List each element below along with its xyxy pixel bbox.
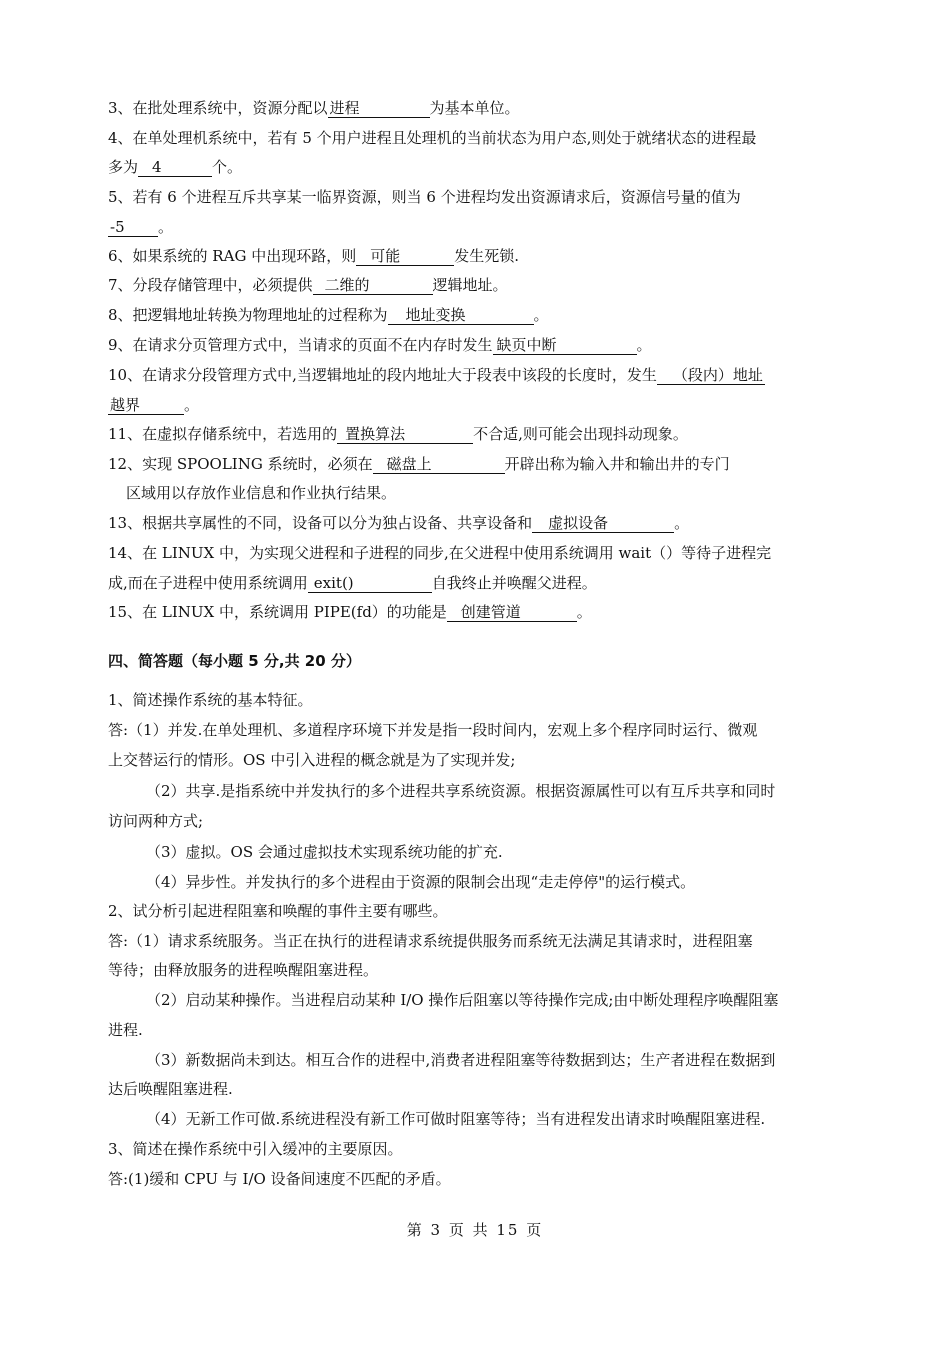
answer-blank: 虚拟设备 bbox=[532, 515, 674, 533]
short-answer-line: （2）启动某种操作。当进程启动某种 I/O 操作后阻塞以等待操作完成;由中断处理程序唤醒阻塞 bbox=[146, 991, 779, 1009]
section-heading: 四、简答题（每小题 5 分,共 20 分） bbox=[108, 652, 361, 670]
answer-blank: 磁盘上 bbox=[373, 456, 505, 474]
question-12-line-1: 12、实现 SPOOLING 系统时，必须在 磁盘上 开辟出称为输入井和输出井的专门 bbox=[108, 455, 730, 473]
question-10-line-2: 越界 。 bbox=[110, 396, 200, 414]
question-5-line-1: 5、若有 6 个进程互斥共享某一临界资源，则当 6 个进程均发出资源请求后，资源信号量的值为 bbox=[108, 188, 741, 206]
short-answer-line: （3）虚拟。OS 会通过虚拟技术实现系统功能的扩充. bbox=[146, 843, 503, 861]
short-answer-line: 访问两种方式; bbox=[108, 812, 204, 830]
short-answer-line: 答:(1)缓和 CPU 与 I/O 设备间速度不匹配的矛盾。 bbox=[108, 1170, 451, 1188]
question-11: 11、在虚拟存储系统中，若选用的 置换算法 不合适,则可能会出现抖动现象。 bbox=[108, 425, 688, 443]
answer-blank: exit() bbox=[308, 575, 432, 593]
short-answer-line: 2、试分析引起进程阻塞和唤醒的事件主要有哪些。 bbox=[108, 902, 448, 920]
question-9: 9、在请求分页管理方式中，当请求的页面不在内存时发生 缺页中断 。 bbox=[108, 336, 652, 354]
short-answer-line: 上交替运行的情形。OS 中引入进程的概念就是为了实现并发; bbox=[108, 751, 516, 769]
question-14-line-2: 成,而在子进程中使用系统调用 exit() 自我终止并唤醒父进程。 bbox=[108, 574, 597, 592]
answer-blank: 进程 bbox=[328, 100, 430, 118]
question-13: 13、根据共享属性的不同，设备可以分为独占设备、共享设备和 虚拟设备 。 bbox=[108, 514, 690, 532]
short-answer-line: 达后唤醒阻塞进程. bbox=[108, 1080, 233, 1098]
short-answer-line: （3）新数据尚未到达。相互合作的进程中,消费者进程阻塞等待数据到达；生产者进程在数据到 bbox=[146, 1051, 776, 1069]
answer-blank: 置换算法 bbox=[337, 426, 473, 444]
answer-blank: -5 bbox=[108, 219, 158, 237]
question-10-line-1: 10、在请求分段管理方式中,当逻辑地址的段内地址大于段表中该段的长度时，发生 （段内）地址 bbox=[108, 366, 763, 384]
question-14-line-1: 14、在 LINUX 中，为实现父进程和子进程的同步,在父进程中使用系统调用 wait（）等待子进程完 bbox=[108, 544, 772, 562]
page-footer: 第 3 页 共 15 页 bbox=[406, 1221, 544, 1239]
question-3: 3、在批处理系统中，资源分配以 进程 为基本单位。 bbox=[108, 99, 520, 117]
short-answer-line: （2）共享.是指系统中并发执行的多个进程共享系统资源。根据资源属性可以有互斥共享和同时 bbox=[146, 782, 776, 800]
question-12-line-2: 区域用以存放作业信息和作业执行结果。 bbox=[126, 484, 397, 502]
short-answer-line: 等待；由释放服务的进程唤醒阻塞进程。 bbox=[108, 961, 379, 979]
answer-blank: 地址变换 bbox=[388, 307, 534, 325]
short-answer-line: 1、简述操作系统的基本特征。 bbox=[108, 691, 313, 709]
question-8: 8、把逻辑地址转换为物理地址的过程称为 地址变换 。 bbox=[108, 306, 549, 324]
answer-blank: 缺页中断 bbox=[493, 337, 637, 355]
short-answer-line: 进程. bbox=[108, 1021, 143, 1039]
question-7: 7、分段存储管理中，必须提供 二维的 逻辑地址。 bbox=[108, 276, 508, 294]
answer-blank: 可能 bbox=[356, 248, 454, 266]
answer-blank: 创建管道 bbox=[447, 604, 577, 622]
question-5-line-2: -5 。 bbox=[110, 218, 174, 236]
answer-blank: 二维的 bbox=[313, 277, 433, 295]
short-answer-line: 答:（1）请求系统服务。当正在执行的进程请求系统提供服务而系统无法满足其请求时，进程阻塞 bbox=[108, 932, 753, 950]
short-answer-line: （4）无新工作可做.系统进程没有新工作可做时阻塞等待；当有进程发出请求时唤醒阻塞进程. bbox=[146, 1110, 766, 1128]
short-answer-line: 答:（1）并发.在单处理机、多道程序环境下并发是指一段时间内，宏观上多个程序同时运行、微观 bbox=[108, 721, 758, 739]
answer-blank: 越界 bbox=[108, 397, 184, 415]
question-4-line-1: 4、在单处理机系统中，若有 5 个用户进程且处理机的当前状态为用户态,则处于就绪状态的进程最 bbox=[108, 129, 757, 147]
answer-blank: 4 bbox=[138, 159, 212, 177]
question-15: 15、在 LINUX 中，系统调用 PIPE(fd）的功能是 创建管道 。 bbox=[108, 603, 592, 621]
question-4-line-2: 多为 4 个。 bbox=[108, 158, 243, 176]
answer-blank: （段内）地址 bbox=[657, 367, 765, 385]
short-answer-line: （4）异步性。并发执行的多个进程由于资源的限制会出现“走走停停"的运行模式。 bbox=[146, 873, 696, 891]
question-6: 6、如果系统的 RAG 中出现环路，则 可能 发生死锁. bbox=[108, 247, 519, 265]
short-answer-line: 3、简述在操作系统中引入缓冲的主要原因。 bbox=[108, 1140, 403, 1158]
